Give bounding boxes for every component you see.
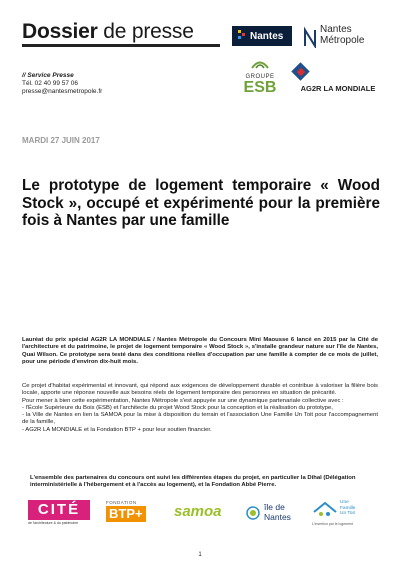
groupe-esb-logo xyxy=(243,56,277,96)
une-famille-un-toit-logo xyxy=(312,500,382,530)
headline: Le prototype de logement temporaire « Wood Stock », occupé et expérimenté pour la première fois à Nantes par une famille xyxy=(22,177,380,229)
nantes-logo-text: Nantes xyxy=(250,31,284,42)
project-paragraph xyxy=(22,383,378,434)
ag2r-label: AG2R LA MONDIALE xyxy=(300,84,376,93)
cite-logo-text: CITÉ xyxy=(28,500,90,520)
partner-logos xyxy=(22,500,382,534)
cite-logo-subtitle: de l'architecture & du patrimoine xyxy=(28,521,79,525)
document-title-light: de presse xyxy=(97,20,194,43)
partner-item-ag2r: - AG2R LA MONDIALE et la Fondation BTP + pour leur soutien financier. xyxy=(22,426,212,433)
esb-label: ESB xyxy=(243,79,277,96)
page-number: 1 xyxy=(198,552,202,558)
title-underline xyxy=(22,44,220,47)
closing-paragraph xyxy=(30,475,378,490)
press-contact xyxy=(22,72,102,97)
famille-line2: Famille xyxy=(340,505,356,511)
nantes-metropole-line2: Métropole xyxy=(320,34,365,46)
cite-logo xyxy=(28,500,92,530)
nantes-metropole-line1: Nantes xyxy=(320,24,352,35)
ile-line2: Nantes xyxy=(264,511,291,522)
partner-item-esb: - l'École Supérieure du Bois (ESB) et l'architecte du projet Wood Stock pour la conception et la réalisation du prototype, xyxy=(22,404,333,411)
famille-line1: Une xyxy=(340,500,349,505)
samoa-logo xyxy=(174,500,236,530)
project-text-b: Pour mener à bien cette expérimentation, Nantes Métropole s'est appuyée sur une dynamique partenariale collective avec : xyxy=(22,397,344,404)
ile-de-nantes-logo xyxy=(246,500,306,530)
press-service-label: // Service Presse xyxy=(22,72,74,79)
document-title-bold: Dossier xyxy=(22,20,98,43)
intro-text: Lauréat du prix spécial AG2R LA MONDIALE / Nantes Métropole du Concours Mini Maousse 6 lancé en 2015 par la Cité de l'architecture et du patrimoine, le projet de logement temporaire « Wood Stock », s'installe grandeur nature sur l'île de Nantes, Quai Wilson. Ce prototype sera testé dans des conditions réelles d'occupation par une famille à compter de ce mois de juillet, pour une période d'environ dix-huit mois. xyxy=(22,337,378,365)
ag2r-logo xyxy=(288,62,388,96)
nantes-logo xyxy=(232,24,292,48)
press-email[interactable]: presse@nantesmetropole.fr xyxy=(22,88,103,96)
project-text-a: Ce projet d'habitat expérimental et innovant, qui répond aux exigences de développement durable et contribue à valoriser la filière bois locale, apporte une réponse nouvelle aux besoins réels de logement temporaire des personnes en situation de précarité. xyxy=(22,383,378,397)
nantes-metropole-logo xyxy=(302,24,382,50)
intro-paragraph xyxy=(22,337,378,366)
famille-subtitle: L'insertion par le logement xyxy=(312,522,353,526)
famille-line3: Un Toit xyxy=(340,511,355,517)
samoa-label: samoa xyxy=(174,503,222,520)
document-title xyxy=(22,20,194,44)
groupe-label: GROUPE xyxy=(245,74,275,80)
ile-line1: île de xyxy=(264,502,285,512)
fondation-btp-logo xyxy=(106,500,166,530)
closing-text: L'ensemble des partenaires du concours ont suivi les différentes étapes du projet, en particulier la Dihal (Délégation interministérielle à l'hébergement et à l'accès au logement), et la Fondation Abbé Pierre. xyxy=(30,475,356,489)
publication-date: MARDI 27 JUIN 2017 xyxy=(22,136,100,145)
press-phone: Tél. 02 40 99 57 06 xyxy=(22,80,79,88)
fondation-label: FONDATION xyxy=(106,500,137,505)
btp-label: BTP+ xyxy=(106,506,146,522)
partner-item-ville: - la Ville de Nantes en lien la SAMOA pour la mise à disposition du terrain et l'association Une Famille Un Toit pour l'accompagnement de la famille, xyxy=(22,412,378,426)
